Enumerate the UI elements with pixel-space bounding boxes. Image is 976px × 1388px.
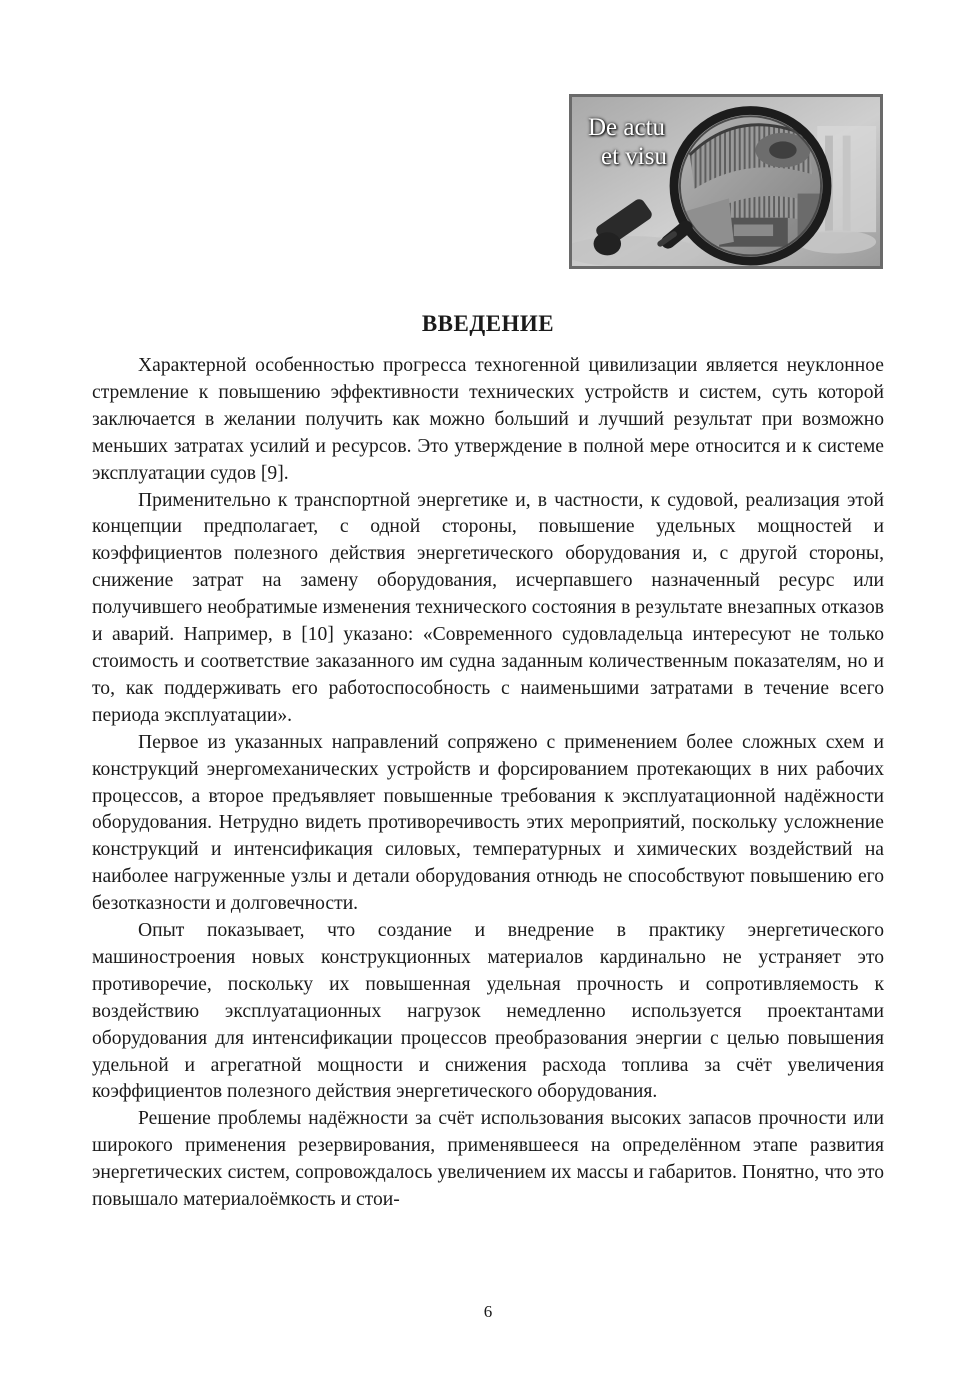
paragraph-1: Характерной особенностью прогресса техногенной цивилизации является неуклонное стремление к повышению эффективности технических устройств и систем, суть которой заключается в желании получить как можно больший и лучший результат при возможно меньших затратах усилий и ресурсов. Это утверждение в полной мере относится и к системе эксплуатации судов [9].	[92, 355, 884, 484]
body-text	[92, 353, 884, 1214]
emblem-illustration	[569, 94, 883, 269]
page-title: ВВЕДЕНИЕ	[421, 311, 555, 336]
page-number: 6	[483, 1302, 493, 1321]
emblem-motto	[588, 113, 667, 171]
paragraph-3: Первое из указанных направлений сопряжено с применением более сложных схем и конструкций энергомеханических устройств и форсированием протекающих в них рабочих процессов, а второе предъявляет повышенные требования к эксплуатационной надёжности оборудования. Нетрудно видеть противоречивость этих мероприятий, поскольку усложнение конструкций и интенсификация силовых, температурных и химических воздействий на наиболее нагруженные узлы и детали оборудования отнюдь не способствуют повышению его безотказности и долговечности.	[92, 731, 884, 915]
paragraph-2: Применительно к транспортной энергетике и, в частности, к судовой, реализация этой концепции предполагает, с одной стороны, повышение удельных мощностей и коэффициентов полезного действия энергетического оборудования и, с другой стороны, снижение затрат на замену оборудования, исчерпавшего назначенный ресурс или получившего необратимые изменения технического состояния в результате внезапных отказов и аварий. Например, в [10] указано: «Современного судовладельца интересуют не только стоимость и соответствие заказанного им судна заданным количественным показателям, но и то, как поддерживать его работоспособность с наименьшими затратами в течение всего периода эксплуатации».	[92, 489, 884, 726]
motto-line-2: et visu	[601, 143, 667, 170]
paragraph-4: Опыт показывает, что создание и внедрение в практику энергетического машиностроения новых конструкционных материалов кардинально не устраняет это противоречие, поскольку их повышенная удельная прочность и сопротивляемость к воздействию эксплуатационных нагрузок немедленно используется проектантами оборудования для интенсификации процессов преобразования энергии с целью повышения удельной и агрегатной мощности и снижения расхода топлива за счёт увеличения коэффициентов полезного действия энергетического оборудования.	[92, 920, 884, 1103]
paragraph-5: Решение проблемы надёжности за счёт использования высоких запасов прочности или широкого применения резервирования, применявшееся на определённом этапе развития энергетических систем, сопровождалось увеличением их массы и габаритов. Понятно, что это повышало материалоёмкость и стои-	[92, 1108, 884, 1211]
motto-line-1: De actu	[588, 114, 666, 141]
